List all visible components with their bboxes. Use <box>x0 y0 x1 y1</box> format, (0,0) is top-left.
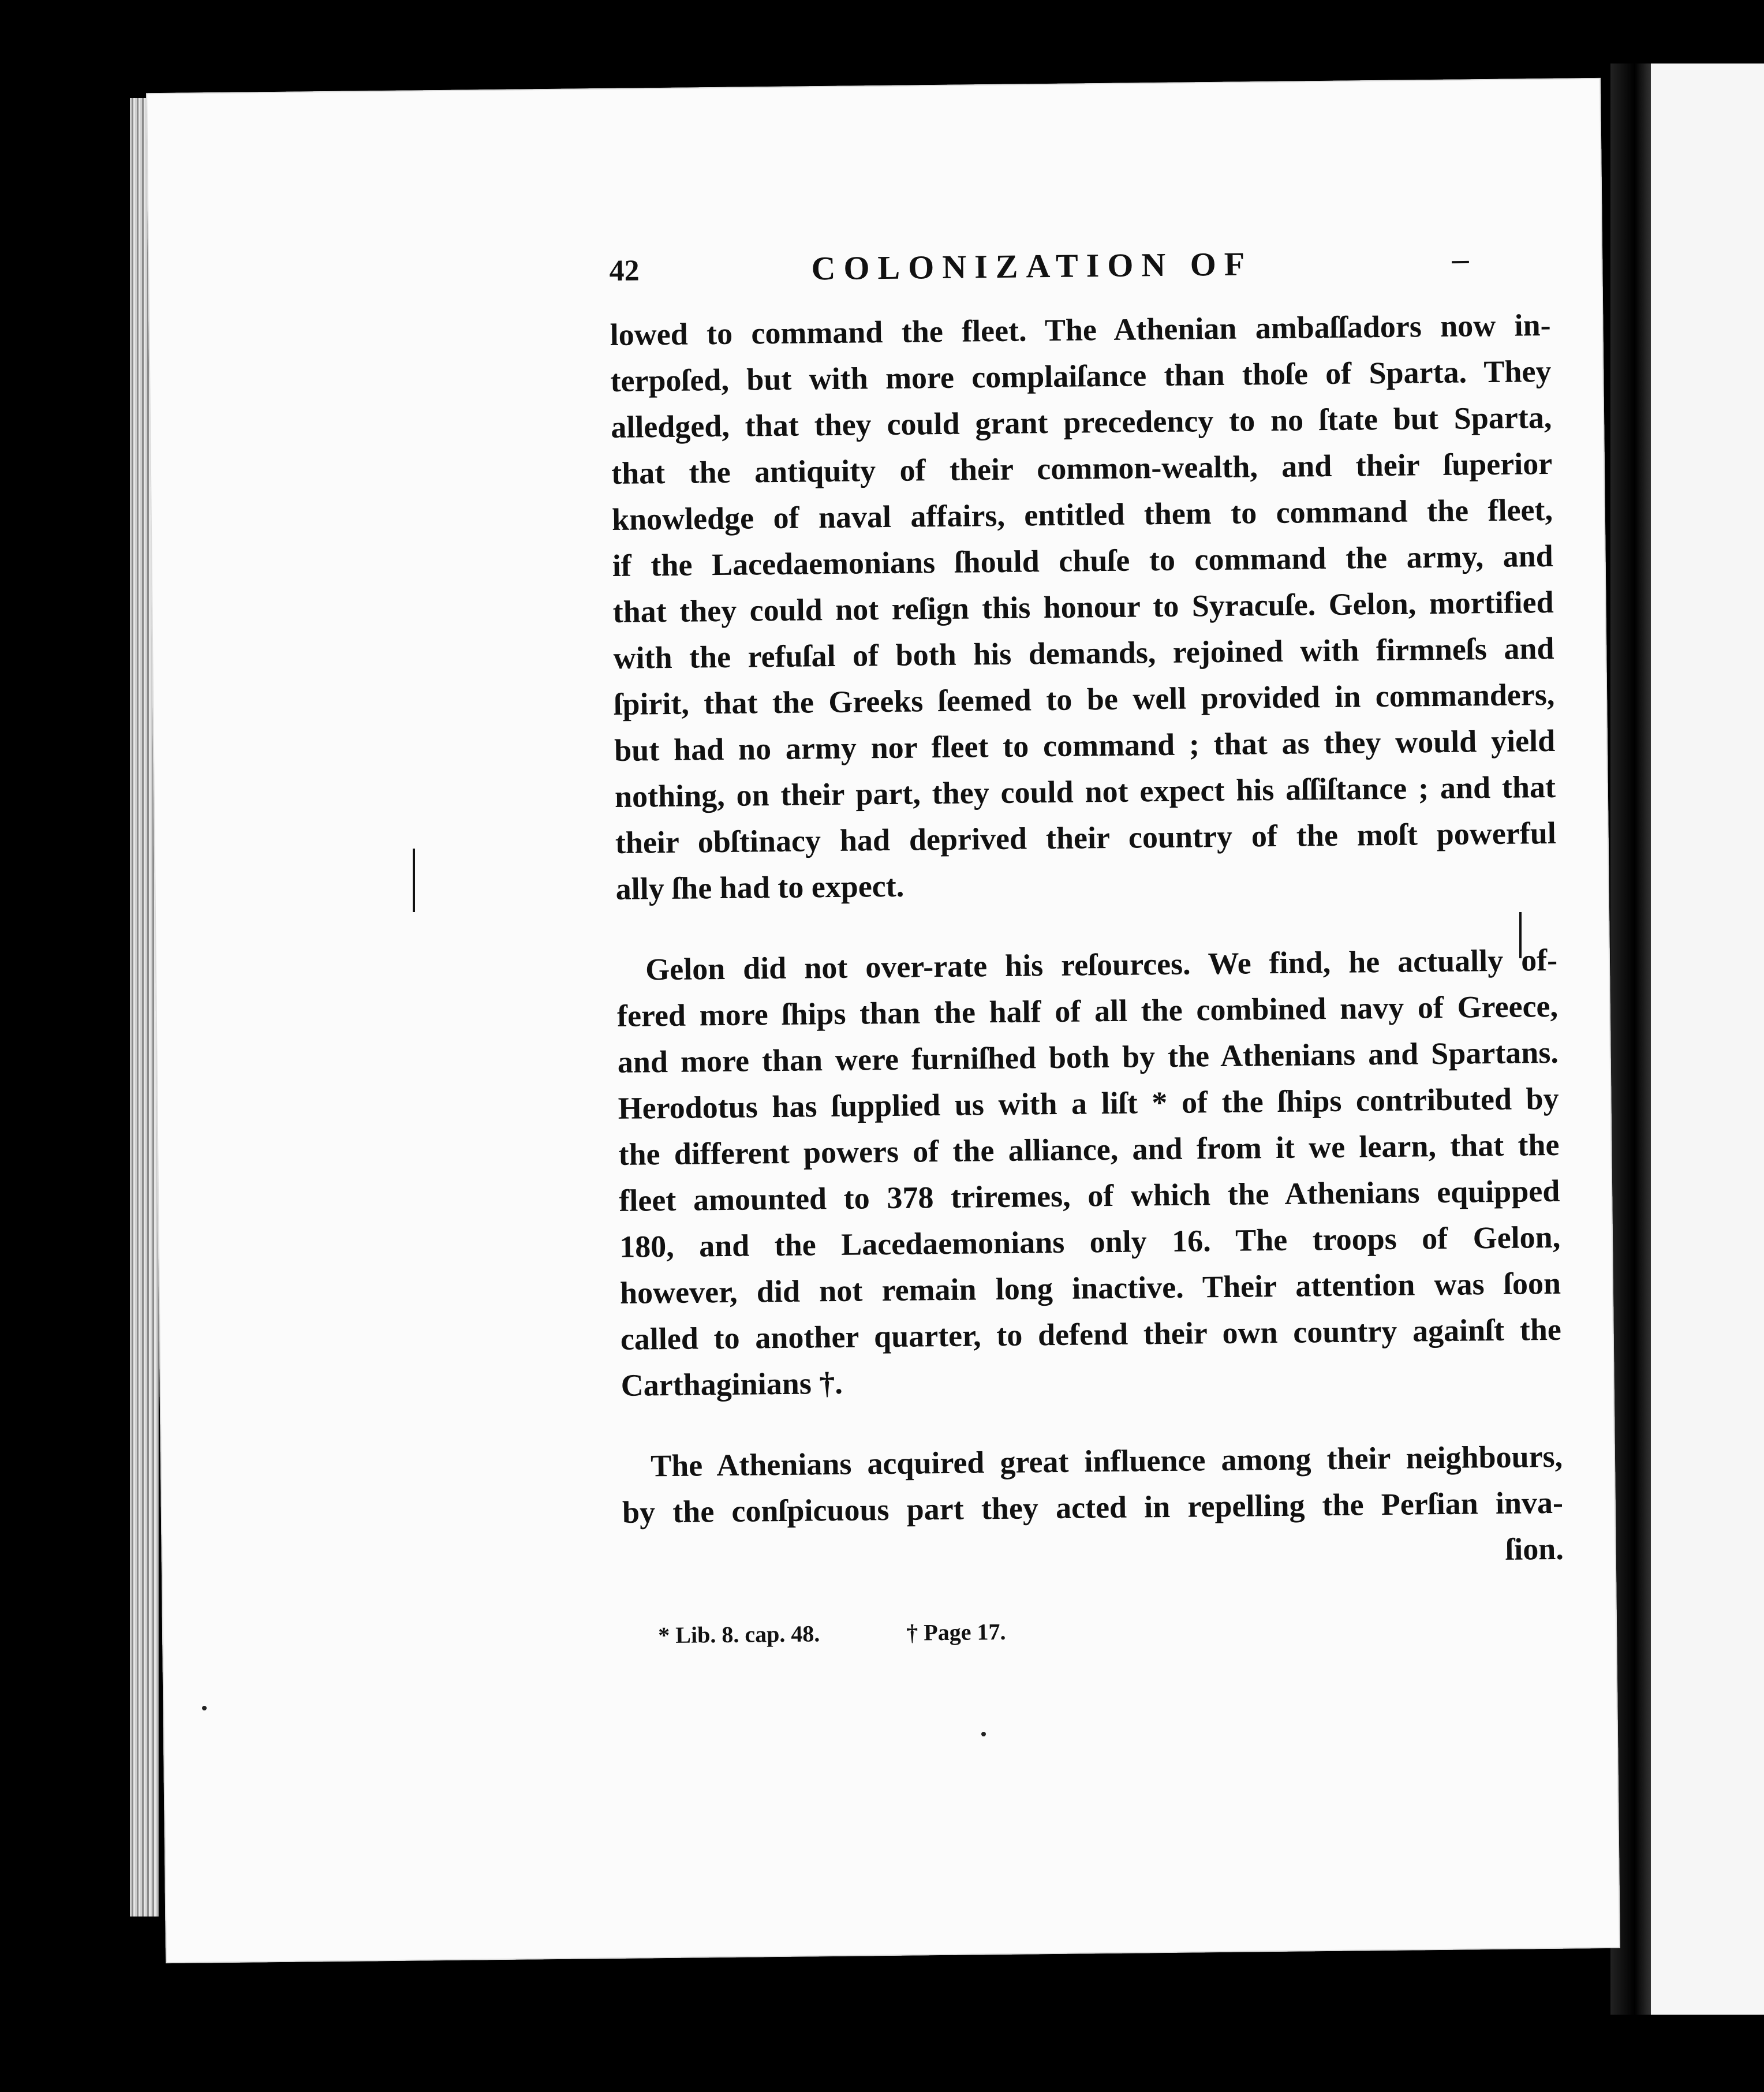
text-line: terpoſed, but with more complaiſance than thoſe of Sparta. They <box>610 353 1552 398</box>
speck <box>202 1706 207 1710</box>
text-line: nothing, on their part, they could not expect his aſſiſtance ; and that <box>614 769 1556 814</box>
text-line: with the refuſal of both his demands, rejoined with firmneſs and <box>613 630 1554 675</box>
text-line: their obſtinacy had deprived their country of the moſt powerful <box>615 815 1557 860</box>
text-line: ally ſhe had to expect. <box>615 868 905 906</box>
page-text <box>609 233 1564 1649</box>
text-line: however, did not remain long inactive. Their attention was ſoon <box>619 1265 1561 1310</box>
footnote-2: † Page 17. <box>906 1618 1006 1646</box>
text-line: but had no army nor fleet to command ; that as they would yield <box>614 723 1556 768</box>
text-line: Herodotus has ſupplied us with a liſt * of the ſhips contributed by <box>618 1081 1559 1126</box>
text-line: Carthaginians †. <box>621 1365 843 1403</box>
running-title: COLONIZATION OF <box>811 245 1253 287</box>
paragraph-2 <box>616 937 1562 1409</box>
text-line: fered more ſhips than the half of all the combined navy of Greece, <box>616 988 1559 1033</box>
text-line: Gelon did not over-rate his reſources. We find, he actually of- <box>645 942 1558 987</box>
text-line: fleet amounted to 378 triremes, of which the Athenians equipped <box>619 1173 1560 1218</box>
header-dash: – <box>1452 240 1469 278</box>
text-line: ſpirit, that the Greeks ſeemed to be well provided in commanders, <box>614 677 1555 722</box>
paragraph-1 <box>610 302 1557 912</box>
text-line: The Athenians acquired great influence among their neighbours, <box>650 1439 1563 1484</box>
text-line: the different powers of the alliance, and from it we learn, that the <box>618 1127 1560 1172</box>
page-number: 42 <box>609 254 640 287</box>
speck <box>981 1732 986 1736</box>
text-line: lowed to command the fleet. The Athenian ambaſſadors now in- <box>610 307 1551 352</box>
page-header <box>609 233 1550 312</box>
text-line: that they could not reſign this honour to Syracuſe. Gelon, mortified <box>612 584 1554 629</box>
text-line: ſion. <box>1505 1531 1564 1567</box>
footnote-1: * Lib. 8. cap. 48. <box>658 1620 820 1649</box>
paragraph-3 <box>622 1433 1564 1582</box>
margin-mark-left <box>413 849 415 912</box>
text-line: alledged, that they could grant precedency to no ſtate but Sparta, <box>611 399 1552 444</box>
next-page-edge <box>1651 63 1764 2015</box>
text-line: if the Lacedaemonians ſhould chuſe to command the army, and <box>612 538 1554 583</box>
text-line: that the antiquity of their common-wealth, and their ſuperior <box>611 446 1553 491</box>
text-line: called to another quarter, to defend their own country againſt the <box>620 1312 1562 1357</box>
text-line: and more than were furniſhed both by the Athenians and Spartans. <box>617 1034 1559 1079</box>
text-line: by the conſpicuous part they acted in repelling the Perſian inva- <box>622 1485 1564 1530</box>
text-line: 180, and the Lacedaemonians only 16. The troops of Gelon, <box>619 1219 1561 1264</box>
text-line: knowledge of naval affairs, entitled them to command the fleet, <box>611 492 1553 537</box>
